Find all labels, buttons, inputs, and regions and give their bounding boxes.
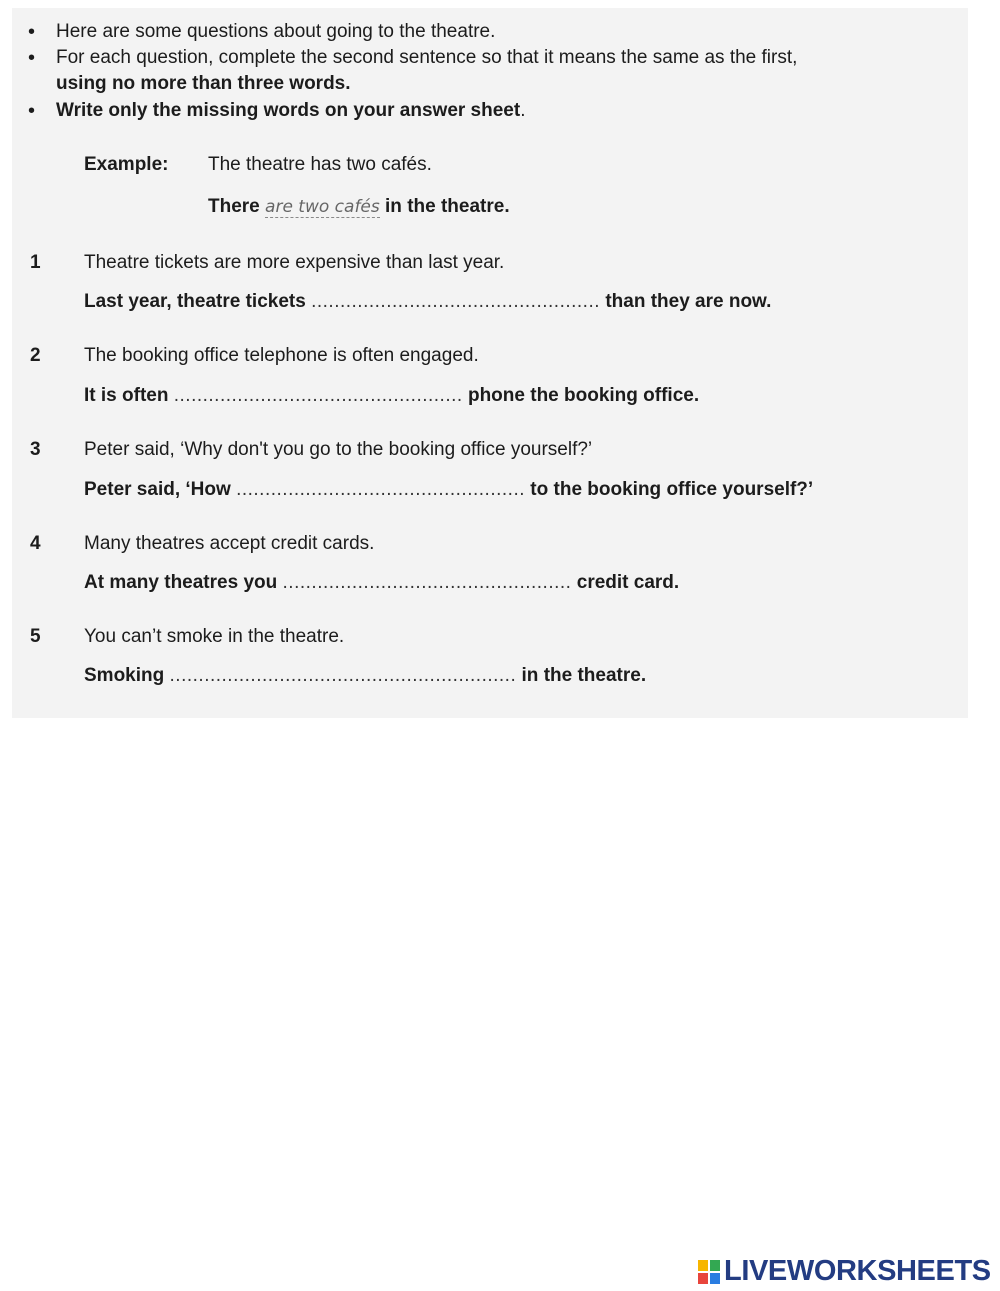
question-4-rewrite: At many theatres you .................................................. credit card.	[84, 572, 680, 593]
answer-blank-2[interactable]: ..................................................	[173, 385, 463, 406]
liveworksheets-logo	[698, 1255, 998, 1289]
question-5-rewrite: Smoking ............................................................ in the theatre.	[84, 665, 647, 686]
liveworksheets-logo-icon	[698, 1260, 720, 1284]
question-4-original: Many theatres accept credit cards.	[84, 533, 375, 554]
question-3-original: Peter said, ‘Why don't you go to the booking office yourself?’	[84, 439, 593, 460]
question-1-rewrite: Last year, theatre tickets .................................................. than they are now.	[84, 291, 772, 312]
example-answer-line: There are two cafés in the theatre.	[208, 196, 510, 217]
answer-blank-4[interactable]: ..................................................	[282, 572, 572, 593]
question-3-rewrite: Peter said, ‘How .................................................. to the booking office yourself?’	[84, 479, 814, 500]
question-2-rewrite: It is often .................................................. phone the booking office.	[84, 385, 700, 406]
example-label: Example:	[84, 154, 169, 175]
example-sentence: The theatre has two cafés.	[208, 154, 432, 175]
example-answer: are two cafés	[265, 197, 380, 217]
question-number: 4	[30, 533, 41, 554]
bullet-icon: •	[28, 47, 36, 69]
answer-blank-3[interactable]: ..................................................	[236, 479, 526, 500]
question-number: 5	[30, 626, 41, 647]
bullet-icon: •	[28, 21, 36, 43]
question-number: 1	[30, 252, 41, 273]
liveworksheets-wordmark: LIVEWORKSHEETS	[724, 1255, 991, 1287]
question-5-original: You can’t smoke in the theatre.	[84, 626, 345, 647]
question-1-original: Theatre tickets are more expensive than last year.	[84, 252, 505, 273]
answer-blank-1[interactable]: ..................................................	[311, 291, 601, 312]
question-number: 2	[30, 345, 41, 366]
answer-blank-5[interactable]: ............................................................	[169, 665, 517, 686]
question-number: 3	[30, 439, 41, 460]
question-2-original: The booking office telephone is often engaged.	[84, 345, 479, 366]
bullet-icon: •	[28, 100, 36, 122]
